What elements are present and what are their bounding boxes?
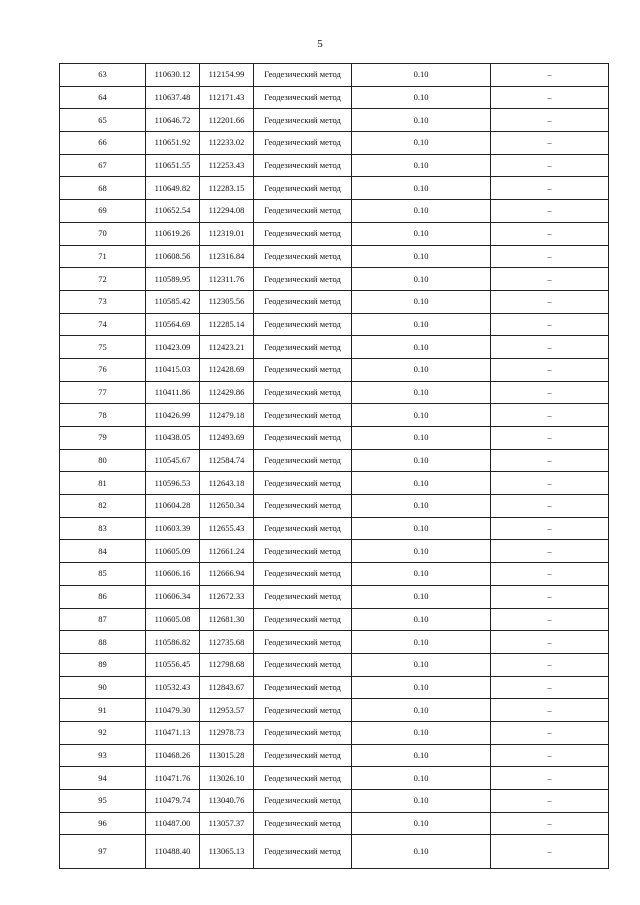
y-coordinate-cell: 112311.76: [200, 268, 254, 291]
description-cell: –: [491, 653, 609, 676]
accuracy-cell: 0.10: [352, 313, 491, 336]
x-coordinate-cell: 110605.08: [146, 608, 200, 631]
method-cell: Геодезический метод: [254, 313, 352, 336]
description-cell: –: [491, 676, 609, 699]
description-cell: –: [491, 177, 609, 200]
y-coordinate-cell: 112171.43: [200, 86, 254, 109]
method-cell: Геодезический метод: [254, 404, 352, 427]
table-row: [60, 585, 609, 608]
x-coordinate-cell: 110585.42: [146, 290, 200, 313]
accuracy-cell: 0.10: [352, 790, 491, 813]
y-coordinate-cell: 112661.24: [200, 540, 254, 563]
point-number-cell: 63: [60, 64, 146, 87]
accuracy-cell: 0.10: [352, 472, 491, 495]
table-row: [60, 608, 609, 631]
description-cell: –: [491, 86, 609, 109]
accuracy-cell: 0.10: [352, 336, 491, 359]
description-cell: –: [491, 449, 609, 472]
y-coordinate-cell: 112428.69: [200, 358, 254, 381]
table-row: [60, 200, 609, 223]
y-coordinate-cell: 112493.69: [200, 427, 254, 450]
method-cell: Геодезический метод: [254, 245, 352, 268]
accuracy-cell: 0.10: [352, 268, 491, 291]
description-cell: –: [491, 472, 609, 495]
accuracy-cell: 0.10: [352, 721, 491, 744]
description-cell: –: [491, 245, 609, 268]
method-cell: Геодезический метод: [254, 721, 352, 744]
description-cell: –: [491, 290, 609, 313]
accuracy-cell: 0.10: [352, 812, 491, 835]
table-row: [60, 109, 609, 132]
x-coordinate-cell: 110479.30: [146, 699, 200, 722]
point-number-cell: 82: [60, 495, 146, 518]
method-cell: Геодезический метод: [254, 268, 352, 291]
point-number-cell: 76: [60, 358, 146, 381]
point-number-cell: 97: [60, 835, 146, 869]
y-coordinate-cell: 112283.15: [200, 177, 254, 200]
x-coordinate-cell: 110604.28: [146, 495, 200, 518]
method-cell: Геодезический метод: [254, 563, 352, 586]
table-row: [60, 132, 609, 155]
page-number: 5: [317, 38, 323, 50]
table-row: [60, 381, 609, 404]
point-number-cell: 84: [60, 540, 146, 563]
point-number-cell: 69: [60, 200, 146, 223]
method-cell: Геодезический метод: [254, 495, 352, 518]
point-number-cell: 74: [60, 313, 146, 336]
accuracy-cell: 0.10: [352, 245, 491, 268]
description-cell: –: [491, 336, 609, 359]
table-row: [60, 699, 609, 722]
y-coordinate-cell: 112233.02: [200, 132, 254, 155]
y-coordinate-cell: 113026.10: [200, 767, 254, 790]
accuracy-cell: 0.10: [352, 358, 491, 381]
accuracy-cell: 0.10: [352, 563, 491, 586]
description-cell: –: [491, 540, 609, 563]
x-coordinate-cell: 110471.13: [146, 721, 200, 744]
method-cell: Геодезический метод: [254, 517, 352, 540]
description-cell: –: [491, 744, 609, 767]
description-cell: –: [491, 812, 609, 835]
table-row: [60, 563, 609, 586]
point-number-cell: 95: [60, 790, 146, 813]
y-coordinate-cell: 112672.33: [200, 585, 254, 608]
table-row: [60, 64, 609, 87]
table-row: [60, 744, 609, 767]
method-cell: Геодезический метод: [254, 608, 352, 631]
method-cell: Геодезический метод: [254, 358, 352, 381]
method-cell: Геодезический метод: [254, 676, 352, 699]
table-row: [60, 268, 609, 291]
table-row: [60, 427, 609, 450]
point-number-cell: 64: [60, 86, 146, 109]
x-coordinate-cell: 110426.99: [146, 404, 200, 427]
point-number-cell: 67: [60, 154, 146, 177]
method-cell: Геодезический метод: [254, 336, 352, 359]
table-row: [60, 835, 609, 869]
point-number-cell: 65: [60, 109, 146, 132]
method-cell: Геодезический метод: [254, 744, 352, 767]
accuracy-cell: 0.10: [352, 540, 491, 563]
x-coordinate-cell: 110649.82: [146, 177, 200, 200]
description-cell: –: [491, 64, 609, 87]
point-number-cell: 93: [60, 744, 146, 767]
y-coordinate-cell: 112316.84: [200, 245, 254, 268]
table-row: [60, 790, 609, 813]
method-cell: Геодезический метод: [254, 631, 352, 654]
table-row: [60, 540, 609, 563]
description-cell: –: [491, 517, 609, 540]
method-cell: Геодезический метод: [254, 699, 352, 722]
point-number-cell: 75: [60, 336, 146, 359]
x-coordinate-cell: 110532.43: [146, 676, 200, 699]
y-coordinate-cell: 112294.08: [200, 200, 254, 223]
description-cell: –: [491, 154, 609, 177]
description-cell: –: [491, 608, 609, 631]
description-cell: –: [491, 358, 609, 381]
x-coordinate-cell: 110468.26: [146, 744, 200, 767]
y-coordinate-cell: 113057.37: [200, 812, 254, 835]
description-cell: –: [491, 767, 609, 790]
table-row: [60, 336, 609, 359]
x-coordinate-cell: 110423.09: [146, 336, 200, 359]
point-number-cell: 96: [60, 812, 146, 835]
point-number-cell: 68: [60, 177, 146, 200]
x-coordinate-cell: 110619.26: [146, 222, 200, 245]
table-row: [60, 358, 609, 381]
x-coordinate-cell: 110608.56: [146, 245, 200, 268]
y-coordinate-cell: 112843.67: [200, 676, 254, 699]
table-row: [60, 313, 609, 336]
table-row: [60, 86, 609, 109]
x-coordinate-cell: 110646.72: [146, 109, 200, 132]
table-row: [60, 812, 609, 835]
method-cell: Геодезический метод: [254, 449, 352, 472]
method-cell: Геодезический метод: [254, 472, 352, 495]
description-cell: –: [491, 427, 609, 450]
y-coordinate-cell: 112655.43: [200, 517, 254, 540]
accuracy-cell: 0.10: [352, 109, 491, 132]
description-cell: –: [491, 835, 609, 869]
accuracy-cell: 0.10: [352, 653, 491, 676]
accuracy-cell: 0.10: [352, 631, 491, 654]
description-cell: –: [491, 495, 609, 518]
method-cell: Геодезический метод: [254, 200, 352, 223]
point-number-cell: 77: [60, 381, 146, 404]
accuracy-cell: 0.10: [352, 427, 491, 450]
table-row: [60, 404, 609, 427]
table-row: [60, 154, 609, 177]
y-coordinate-cell: 113015.28: [200, 744, 254, 767]
accuracy-cell: 0.10: [352, 290, 491, 313]
point-number-cell: 94: [60, 767, 146, 790]
x-coordinate-cell: 110438.05: [146, 427, 200, 450]
description-cell: –: [491, 109, 609, 132]
method-cell: Геодезический метод: [254, 427, 352, 450]
table-row: [60, 517, 609, 540]
accuracy-cell: 0.10: [352, 699, 491, 722]
y-coordinate-cell: 112423.21: [200, 336, 254, 359]
x-coordinate-cell: 110630.12: [146, 64, 200, 87]
description-cell: –: [491, 381, 609, 404]
x-coordinate-cell: 110589.95: [146, 268, 200, 291]
point-number-cell: 92: [60, 721, 146, 744]
accuracy-cell: 0.10: [352, 767, 491, 790]
accuracy-cell: 0.10: [352, 744, 491, 767]
y-coordinate-cell: 113065.13: [200, 835, 254, 869]
description-cell: –: [491, 268, 609, 291]
description-cell: –: [491, 222, 609, 245]
x-coordinate-cell: 110606.34: [146, 585, 200, 608]
coordinates-table-body: [60, 64, 609, 869]
accuracy-cell: 0.10: [352, 222, 491, 245]
accuracy-cell: 0.10: [352, 404, 491, 427]
x-coordinate-cell: 110488.40: [146, 835, 200, 869]
y-coordinate-cell: 113040.76: [200, 790, 254, 813]
accuracy-cell: 0.10: [352, 177, 491, 200]
table-row: [60, 495, 609, 518]
y-coordinate-cell: 112154.99: [200, 64, 254, 87]
method-cell: Геодезический метод: [254, 381, 352, 404]
description-cell: –: [491, 404, 609, 427]
y-coordinate-cell: 112201.66: [200, 109, 254, 132]
y-coordinate-cell: 112666.94: [200, 563, 254, 586]
y-coordinate-cell: 112253.43: [200, 154, 254, 177]
description-cell: –: [491, 699, 609, 722]
y-coordinate-cell: 112735.68: [200, 631, 254, 654]
method-cell: Геодезический метод: [254, 790, 352, 813]
accuracy-cell: 0.10: [352, 200, 491, 223]
point-number-cell: 70: [60, 222, 146, 245]
point-number-cell: 80: [60, 449, 146, 472]
y-coordinate-cell: 112953.57: [200, 699, 254, 722]
accuracy-cell: 0.10: [352, 495, 491, 518]
table-row: [60, 290, 609, 313]
x-coordinate-cell: 110637.48: [146, 86, 200, 109]
table-row: [60, 653, 609, 676]
x-coordinate-cell: 110564.69: [146, 313, 200, 336]
x-coordinate-cell: 110411.86: [146, 381, 200, 404]
x-coordinate-cell: 110606.16: [146, 563, 200, 586]
table-row: [60, 631, 609, 654]
x-coordinate-cell: 110586.82: [146, 631, 200, 654]
x-coordinate-cell: 110487.00: [146, 812, 200, 835]
y-coordinate-cell: 112319.01: [200, 222, 254, 245]
table-row: [60, 245, 609, 268]
x-coordinate-cell: 110605.09: [146, 540, 200, 563]
x-coordinate-cell: 110415.03: [146, 358, 200, 381]
y-coordinate-cell: 112479.18: [200, 404, 254, 427]
description-cell: –: [491, 563, 609, 586]
x-coordinate-cell: 110652.54: [146, 200, 200, 223]
table-row: [60, 767, 609, 790]
point-number-cell: 72: [60, 268, 146, 291]
method-cell: Геодезический метод: [254, 154, 352, 177]
description-cell: –: [491, 721, 609, 744]
point-number-cell: 87: [60, 608, 146, 631]
x-coordinate-cell: 110471.76: [146, 767, 200, 790]
description-cell: –: [491, 200, 609, 223]
method-cell: Геодезический метод: [254, 290, 352, 313]
x-coordinate-cell: 110651.55: [146, 154, 200, 177]
description-cell: –: [491, 585, 609, 608]
y-coordinate-cell: 112650.34: [200, 495, 254, 518]
point-number-cell: 66: [60, 132, 146, 155]
point-number-cell: 91: [60, 699, 146, 722]
description-cell: –: [491, 132, 609, 155]
method-cell: Геодезический метод: [254, 109, 352, 132]
point-number-cell: 71: [60, 245, 146, 268]
x-coordinate-cell: 110545.67: [146, 449, 200, 472]
point-number-cell: 73: [60, 290, 146, 313]
y-coordinate-cell: 112285.14: [200, 313, 254, 336]
accuracy-cell: 0.10: [352, 517, 491, 540]
accuracy-cell: 0.10: [352, 381, 491, 404]
method-cell: Геодезический метод: [254, 222, 352, 245]
accuracy-cell: 0.10: [352, 835, 491, 869]
y-coordinate-cell: 112798.68: [200, 653, 254, 676]
point-number-cell: 88: [60, 631, 146, 654]
point-number-cell: 90: [60, 676, 146, 699]
y-coordinate-cell: 112978.73: [200, 721, 254, 744]
method-cell: Геодезический метод: [254, 177, 352, 200]
accuracy-cell: 0.10: [352, 86, 491, 109]
table-row: [60, 472, 609, 495]
point-number-cell: 83: [60, 517, 146, 540]
description-cell: –: [491, 631, 609, 654]
method-cell: Геодезический метод: [254, 812, 352, 835]
y-coordinate-cell: 112305.56: [200, 290, 254, 313]
y-coordinate-cell: 112681.30: [200, 608, 254, 631]
coordinates-table: [59, 63, 609, 869]
accuracy-cell: 0.10: [352, 585, 491, 608]
point-number-cell: 81: [60, 472, 146, 495]
method-cell: Геодезический метод: [254, 585, 352, 608]
point-number-cell: 85: [60, 563, 146, 586]
x-coordinate-cell: 110603.39: [146, 517, 200, 540]
table-row: [60, 177, 609, 200]
description-cell: –: [491, 313, 609, 336]
point-number-cell: 79: [60, 427, 146, 450]
method-cell: Геодезический метод: [254, 64, 352, 87]
accuracy-cell: 0.10: [352, 154, 491, 177]
point-number-cell: 89: [60, 653, 146, 676]
method-cell: Геодезический метод: [254, 835, 352, 869]
x-coordinate-cell: 110556.45: [146, 653, 200, 676]
accuracy-cell: 0.10: [352, 608, 491, 631]
table-row: [60, 676, 609, 699]
point-number-cell: 86: [60, 585, 146, 608]
method-cell: Геодезический метод: [254, 540, 352, 563]
method-cell: Геодезический метод: [254, 767, 352, 790]
method-cell: Геодезический метод: [254, 86, 352, 109]
method-cell: Геодезический метод: [254, 653, 352, 676]
point-number-cell: 78: [60, 404, 146, 427]
method-cell: Геодезический метод: [254, 132, 352, 155]
y-coordinate-cell: 112643.18: [200, 472, 254, 495]
table-row: [60, 449, 609, 472]
description-cell: –: [491, 790, 609, 813]
x-coordinate-cell: 110479.74: [146, 790, 200, 813]
table-row: [60, 222, 609, 245]
table-row: [60, 721, 609, 744]
y-coordinate-cell: 112429.86: [200, 381, 254, 404]
accuracy-cell: 0.10: [352, 449, 491, 472]
accuracy-cell: 0.10: [352, 64, 491, 87]
x-coordinate-cell: 110651.92: [146, 132, 200, 155]
x-coordinate-cell: 110596.53: [146, 472, 200, 495]
y-coordinate-cell: 112584.74: [200, 449, 254, 472]
accuracy-cell: 0.10: [352, 676, 491, 699]
accuracy-cell: 0.10: [352, 132, 491, 155]
